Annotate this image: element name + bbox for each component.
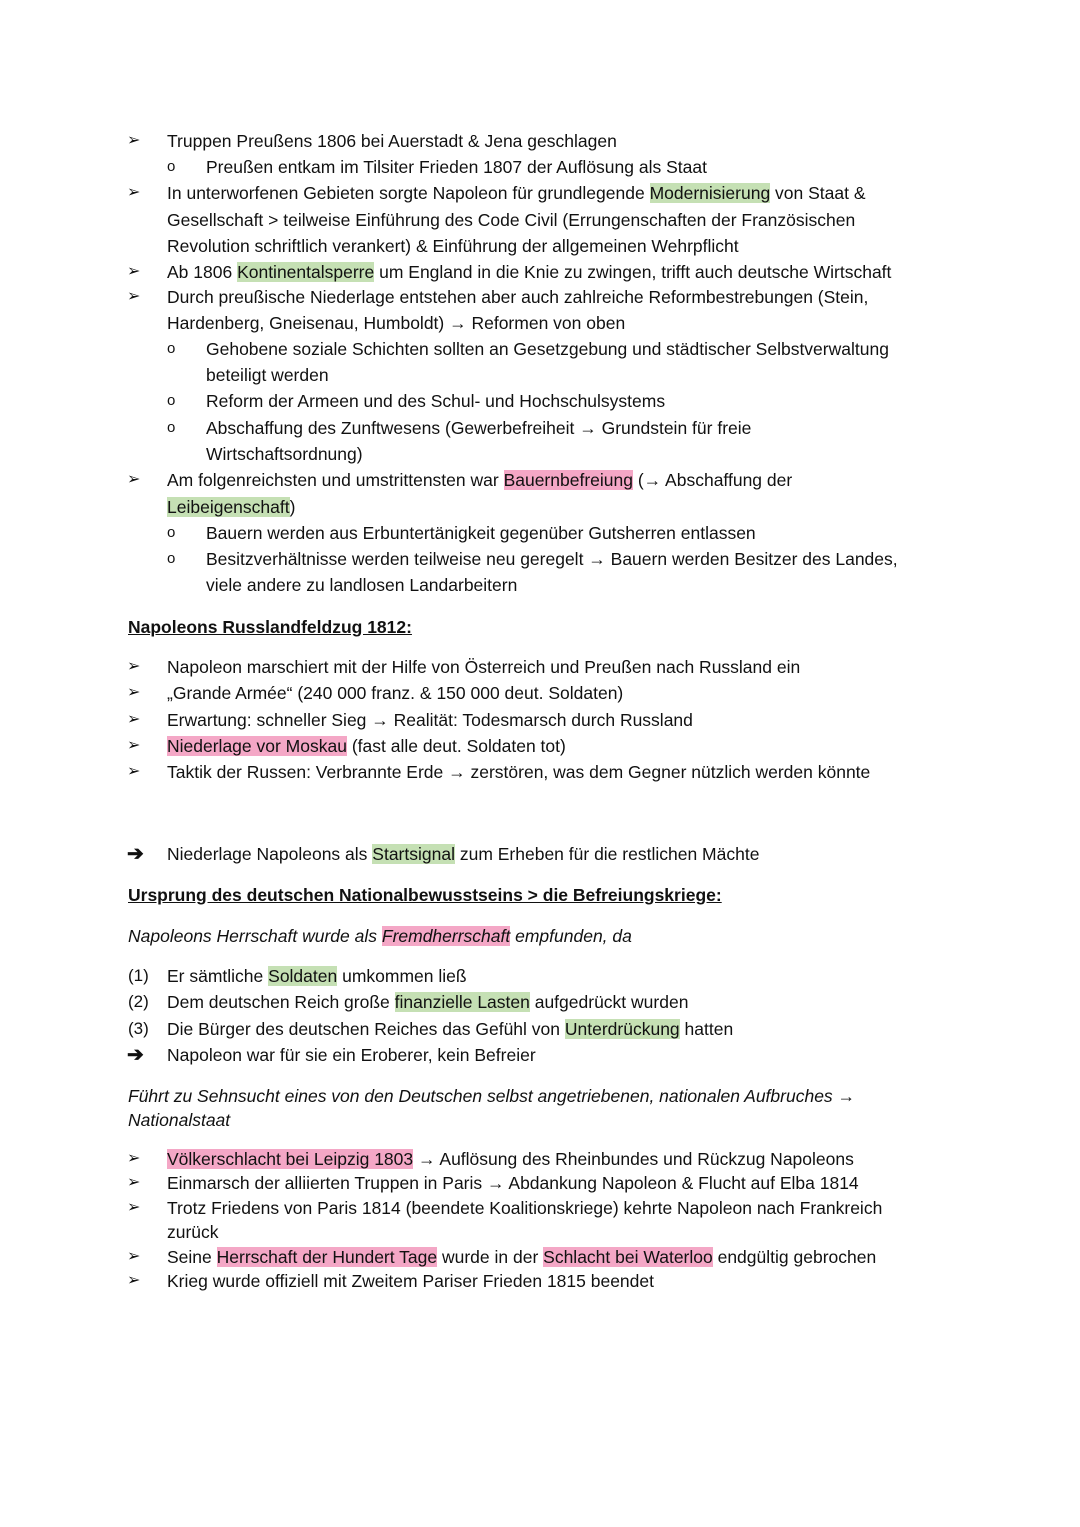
sub-list-item — [0, 388, 1080, 414]
list-item — [0, 680, 1080, 706]
bullet-text: Erwartung: schneller Sieg → Realität: Todesmarsch durch Russland — [167, 710, 693, 730]
list-item — [0, 284, 1080, 310]
list-item — [0, 128, 1080, 154]
list-item — [0, 733, 1080, 759]
bullet-text: In unterworfenen Gebieten sorgte Napoleon für grundlegende Modernisierung von Staat & — [167, 183, 866, 203]
conclusion-item — [0, 1042, 1080, 1068]
arrow-bullet-icon: ➢ — [127, 1248, 141, 1265]
numbered-text: Er sämtliche Soldaten umkommen ließ — [167, 966, 467, 986]
arrow-bullet-icon: ➢ — [127, 263, 141, 280]
conclusion-item — [0, 841, 1080, 867]
highlight-modernisierung: Modernisierung — [649, 183, 771, 203]
list-item-continuation — [0, 310, 1080, 336]
italic-row — [0, 1083, 1080, 1109]
bullet-text: Am folgenreichsten und umstrittensten war Bauernbefreiung (→ Abschaffung der — [167, 470, 793, 490]
highlight-startsignal: Startsignal — [372, 844, 455, 864]
sub-bullet-text: Wirtschaftsordnung) — [206, 444, 363, 464]
numbered-text: Dem deutschen Reich große finanzielle Lasten aufgedrückt wurden — [167, 992, 689, 1012]
bullet-text: Trotz Friedens von Paris 1814 (beendete Koalitionskriege) kehrte Napoleon nach Frankreich — [167, 1198, 883, 1218]
numbered-text: Die Bürger des deutschen Reiches das Gefühl von Unterdrückung hatten — [167, 1019, 734, 1039]
bullet-text: Durch preußische Niederlage entstehen aber auch zahlreiche Reformbestrebungen (Stein, — [167, 287, 869, 307]
circle-bullet-icon: o — [167, 392, 176, 409]
list-item — [0, 259, 1080, 285]
sub-list-item-continuation — [0, 362, 1080, 388]
italic-text: Führt zu Sehnsucht eines von den Deutschen selbst angetriebenen, nationalen Aufbruches → — [128, 1086, 856, 1106]
list-item-continuation — [0, 1219, 1080, 1245]
sub-list-item-continuation — [0, 441, 1080, 467]
arrow-bullet-icon: ➢ — [127, 1199, 141, 1216]
bullet-text: Völkerschlacht bei Leipzig 1803 → Auflösung des Rheinbundes und Rückzug Napoleons — [167, 1149, 854, 1169]
highlight-hundert-tage: Herrschaft der Hundert Tage — [216, 1247, 438, 1267]
arrow-bullet-icon: ➢ — [127, 471, 141, 488]
sub-list-item — [0, 154, 1080, 180]
sub-list-item — [0, 415, 1080, 441]
circle-bullet-icon: o — [167, 419, 176, 436]
arrow-bullet-icon: ➢ — [127, 737, 141, 754]
sub-list-item — [0, 520, 1080, 546]
arrow-bullet-icon: ➢ — [127, 1272, 141, 1289]
bullet-text: Gesellschaft > teilweise Einführung des Code Civil (Errungenschaften der Französischen — [167, 210, 856, 230]
bullet-text: Revolution schriftlich verankert) & Einführung der allgemeinen Wehrpflicht — [167, 236, 739, 256]
arrow-bullet-icon: ➢ — [127, 184, 141, 201]
item-number: (2) — [128, 992, 149, 1011]
list-item-continuation — [0, 233, 1080, 259]
bold-arrow-icon: ➔ — [127, 843, 144, 865]
highlight-leibeigenschaft: Leibeigenschaft — [167, 497, 290, 517]
arrow-bullet-icon: ➢ — [127, 132, 141, 149]
arrow-bullet-icon: ➢ — [127, 763, 141, 780]
conclusion-text: Napoleon war für sie ein Eroberer, kein Befreier — [167, 1045, 536, 1065]
bullet-text: Hardenberg, Gneisenau, Humboldt) → Reformen von oben — [167, 313, 626, 333]
circle-bullet-icon: o — [167, 158, 176, 175]
sub-bullet-text: Bauern werden aus Erbuntertänigkeit gegenüber Gutsherren entlassen — [206, 523, 756, 543]
list-item — [0, 1170, 1080, 1196]
bullet-text: zurück — [167, 1222, 219, 1242]
bullet-text: Seine Herrschaft der Hundert Tage wurde in der Schlacht bei Waterloo endgültig gebrochen — [167, 1247, 877, 1267]
list-item-continuation — [0, 207, 1080, 233]
bullet-text: Truppen Preußens 1806 bei Auerstadt & Jena geschlagen — [167, 131, 617, 151]
arrow-bullet-icon: ➢ — [127, 658, 141, 675]
intro-row — [0, 923, 1080, 949]
highlight-voelkerschlacht: Völkerschlacht bei Leipzig 1803 — [167, 1149, 414, 1169]
list-item-continuation — [0, 494, 1080, 520]
sub-bullet-text: Preußen entkam im Tilsiter Frieden 1807 der Auflösung als Staat — [206, 157, 707, 177]
numbered-item — [0, 1016, 1080, 1042]
highlight-niederlage-moskau: Niederlage vor Moskau — [167, 736, 347, 756]
highlight-kontinentalsperre: Kontinentalsperre — [237, 262, 375, 282]
section-heading: Napoleons Russlandfeldzug 1812: — [128, 617, 412, 637]
list-item — [0, 467, 1080, 493]
sub-bullet-text: Gehobene soziale Schichten sollten an Gesetzgebung und städtischer Selbstverwaltung — [206, 339, 889, 359]
numbered-item — [0, 989, 1080, 1015]
sub-bullet-text: Abschaffung des Zunftwesens (Gewerbefreiheit → Grundstein für freie — [206, 418, 752, 438]
arrow-bullet-icon: ➢ — [127, 711, 141, 728]
highlight-fremdherrschaft: Fremdherrschaft — [381, 926, 511, 946]
arrow-bullet-icon: ➢ — [127, 288, 141, 305]
sub-list-item-continuation — [0, 572, 1080, 598]
section-heading-row — [0, 614, 1080, 640]
arrow-bullet-icon: ➢ — [127, 684, 141, 701]
item-number: (3) — [128, 1019, 149, 1038]
sub-bullet-text: viele andere zu landlosen Landarbeitern — [206, 575, 518, 595]
section-heading: Ursprung des deutschen Nationalbewusstseins > die Befreiungskriege: — [128, 885, 722, 905]
bullet-text: Krieg wurde offiziell mit Zweitem Pariser Frieden 1815 beendet — [167, 1271, 654, 1291]
item-number: (1) — [128, 966, 149, 985]
highlight-bauernbefreiung: Bauernbefreiung — [503, 470, 633, 490]
bullet-text: Ab 1806 Kontinentalsperre um England in die Knie zu zwingen, trifft auch deutsche Wirtschaft — [167, 262, 892, 282]
sub-list-item — [0, 546, 1080, 572]
sub-bullet-text: Reform der Armeen und des Schul- und Hochschulsystems — [206, 391, 666, 411]
arrow-bullet-icon: ➢ — [127, 1174, 141, 1191]
list-item — [0, 654, 1080, 680]
bold-arrow-icon: ➔ — [127, 1044, 144, 1066]
bullet-text: Leibeigenschaft) — [167, 497, 296, 517]
list-item — [0, 180, 1080, 206]
list-item — [0, 1146, 1080, 1172]
section-heading-row — [0, 882, 1080, 908]
sub-bullet-text: Besitzverhältnisse werden teilweise neu geregelt → Bauern werden Besitzer des Landes, — [206, 549, 898, 569]
sub-list-item — [0, 336, 1080, 362]
circle-bullet-icon: o — [167, 524, 176, 541]
sub-bullet-text: beteiligt werden — [206, 365, 329, 385]
list-item — [0, 759, 1080, 785]
highlight-finanzielle-lasten: finanzielle Lasten — [394, 992, 530, 1012]
intro-text: Napoleons Herrschaft wurde als Fremdherrschaft empfunden, da — [128, 926, 632, 946]
list-item — [0, 1244, 1080, 1270]
circle-bullet-icon: o — [167, 340, 176, 357]
highlight-soldaten: Soldaten — [268, 966, 338, 986]
list-item — [0, 707, 1080, 733]
italic-row — [0, 1107, 1080, 1133]
italic-text: Nationalstaat — [128, 1110, 231, 1130]
bullet-text: „Grande Armée“ (240 000 franz. & 150 000 deut. Soldaten) — [167, 683, 624, 703]
list-item — [0, 1195, 1080, 1221]
list-item — [0, 1268, 1080, 1294]
bullet-text: Einmarsch der alliierten Truppen in Paris → Abdankung Napoleon & Flucht auf Elba 1814 — [167, 1173, 859, 1193]
highlight-waterloo: Schlacht bei Waterloo — [543, 1247, 713, 1267]
bullet-text: Niederlage vor Moskau (fast alle deut. Soldaten tot) — [167, 736, 566, 756]
highlight-unterdrueckung: Unterdrückung — [564, 1019, 680, 1039]
conclusion-text: Niederlage Napoleons als Startsignal zum Erheben für die restlichen Mächte — [167, 844, 760, 864]
circle-bullet-icon: o — [167, 550, 176, 567]
bullet-text: Napoleon marschiert mit der Hilfe von Österreich und Preußen nach Russland ein — [167, 657, 801, 677]
bullet-text: Taktik der Russen: Verbrannte Erde → zerstören, was dem Gegner nützlich werden könnte — [167, 762, 871, 782]
numbered-item — [0, 963, 1080, 989]
arrow-bullet-icon: ➢ — [127, 1150, 141, 1167]
